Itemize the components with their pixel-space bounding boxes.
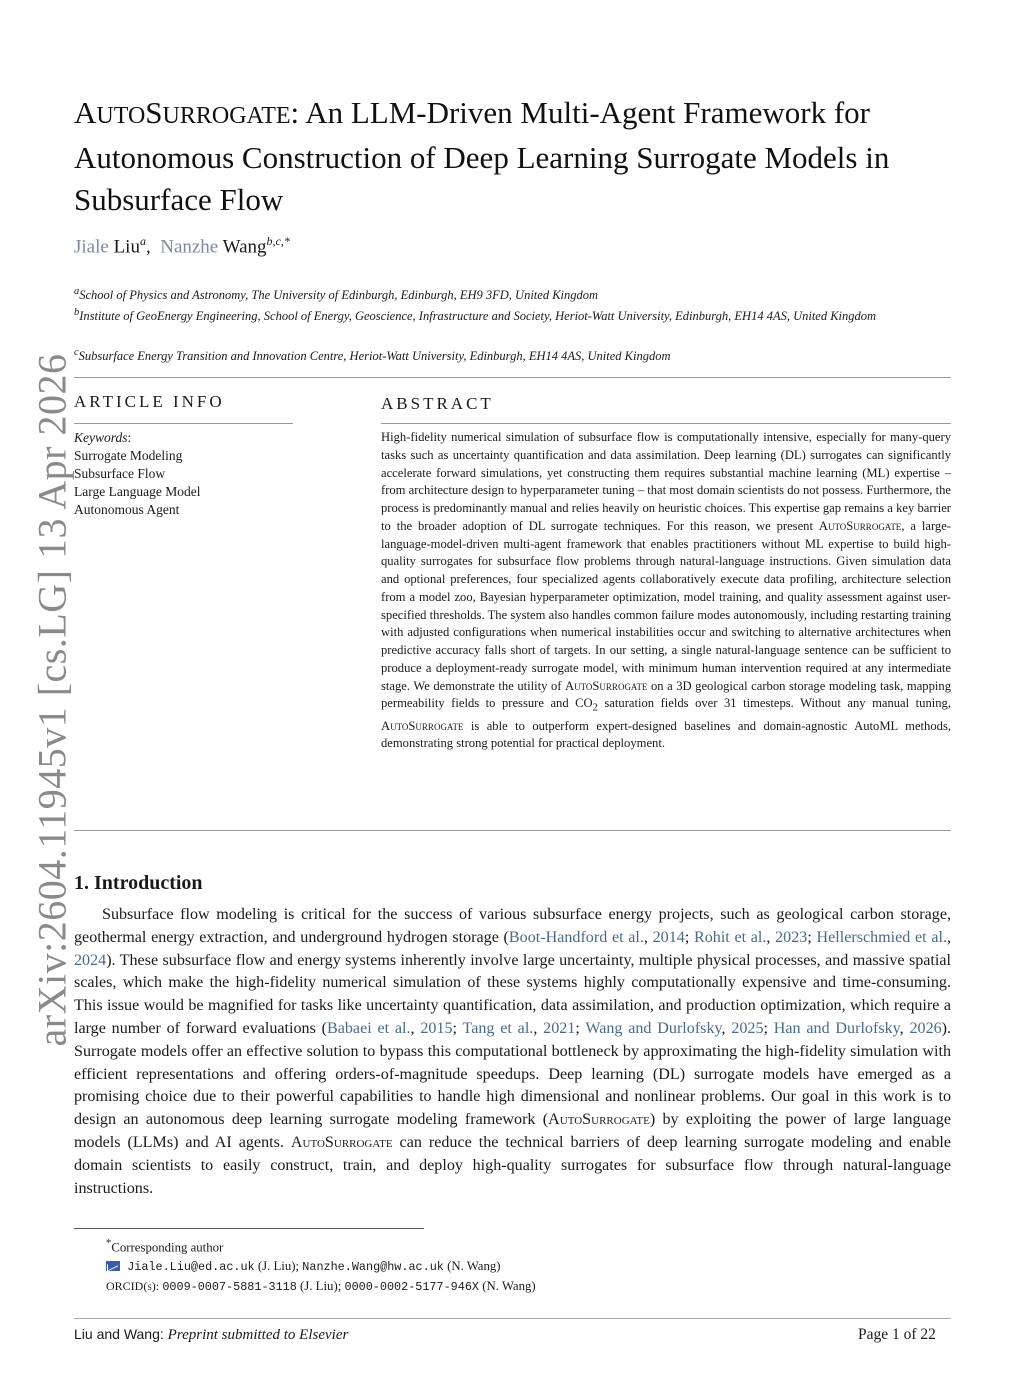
footnotes [106,1234,536,1297]
introduction-text: Subsurface flow modeling is critical for the success of various subsurface energy projects, such as geological carbon storage, geothermal energy extraction, and underground hydrogen storage (Boot-Handford et al., 2014; Rohit et al., 2023; Hellerschmied et al., 2024). These subsurface flow and energy systems inherently involve large uncertainty, multiple physical processes, and massive spatial scales, which make the high-fidelity numerical simulation of these systems highly computationally expensive and time-consuming. This issue would be magnified for tasks like uncertainty quantification, data assimilation, and production optimization, which require a large number of forward evaluations (Babaei et al., 2015; Tang et al., 2021; Wang and Durlofsky, 2025; Han and Durlofsky, 2026). Surrogate models offer an effective solution to bypass this computational bottleneck by approximating the high-fidelity simulation with efficient representations and offering orders-of-magnitude speedups. Deep learning (DL) surrogate models have emerged as a promising choice due to their powerful capabilities to handle high dimensional and nonlinear problems. Our goal in this work is to design an autonomous deep learning surrogate modeling framework (AutoSurrogate) by exploiting the power of large language models (LLMs) and AI agents. AutoSurrogate can reduce the technical barriers of deep learning surrogate modeling and enable domain scientists to easily construct, train, and deploy high-quality surrogates for subsurface flow through natural-language instructions. [74,906,952,1197]
affiliation-c: $^c$Subsurface Energy Transition and Innovation Centre, Heriot-Watt University, Edinburgh, EH14 4AS, United Kingdom [74,347,671,364]
orcid-link[interactable]: 0000-0002-5177-946X [344,1280,479,1295]
citation-link[interactable]: Han and Durlofsky [773,1019,900,1037]
framework-name: AutoSurrogate [290,1133,393,1151]
citation-link[interactable]: Babaei et al. [327,1019,411,1037]
citation-link[interactable]: 2023 [775,928,808,946]
citation-link[interactable]: Tang et al. [462,1019,534,1037]
framework-name: AutoSurrogate [381,718,464,733]
keywords-label: Keywords [74,430,128,445]
framework-name: AutoSurrogate [548,1111,650,1129]
divider [74,830,951,831]
article-info-heading: ARTICLE INFO [74,392,225,411]
citation-link[interactable]: 2014 [652,928,685,946]
footnote-rule [74,1228,424,1229]
divider [381,423,951,424]
orcid-line: ORCID(s): 0009-0007-5881-3118 (J. Liu); 0000-0002-5177-946X (N. Wang) [106,1279,536,1295]
framework-name: AutoSurrogate [565,678,648,693]
citation-link[interactable]: 2025 [731,1019,764,1037]
affiliation-a: $^a$School of Physics and Astronomy, The University of Edinburgh, Edinburgh, EH9 3FD, United Kingdom [74,286,599,303]
section-heading: 1. Introduction [74,872,203,894]
paper-title: AUTOSURROGATE: An LLM-Driven Multi-Agent Framework for Autonomous Construction of Deep Learning Surrogate Models in Subsurface Flow [74,95,890,217]
divider [74,377,951,378]
email-link[interactable]: Jiale.Liu@ed.ac.uk [127,1260,255,1275]
affiliation-b: $^b$Institute of GeoEnergy Engineering, School of Energy, Geoscience, Infrastructure and Society, Heriot-Watt University, Edinburgh, EH14 4AS, United Kingdom [74,307,877,324]
framework-name: AutoSurrogate [818,518,902,533]
citation-link[interactable]: 2024 [74,951,107,969]
citation-link[interactable]: 2015 [420,1019,453,1037]
keyword: Subsurface Flow [74,466,166,481]
keyword: Autonomous Agent [74,502,180,517]
citation-link[interactable]: Hellerschmied et al. [816,928,947,946]
keyword: Surrogate Modeling [74,448,183,463]
running-footer: Liu and Wang: Preprint submitted to Elsevier [74,1326,349,1343]
keyword: Large Language Model [74,484,201,499]
citation-link[interactable]: Wang and Durlofsky [585,1019,722,1037]
divider [74,423,293,424]
citation-link[interactable]: 2026 [909,1019,942,1037]
footer-rule [74,1318,951,1319]
citation-link[interactable]: Boot-Handford et al. [508,928,644,946]
envelope-icon [106,1261,120,1271]
email-line: Jiale.Liu@ed.ac.uk (J. Liu); Nanzhe.Wang@hw.ac.uk (N. Wang) [106,1257,536,1277]
abstract-heading: ABSTRACT [381,394,494,413]
page-number: Page 1 of 22 [858,1326,936,1343]
orcid-link[interactable]: 0009-0007-5881-3118 [162,1280,297,1295]
citation-link[interactable]: Rohit et al. [693,928,767,946]
author-list: Jiale Liu$^a$, Nanzhe Wang$^{b,c,*}$ [74,234,290,258]
arxiv-stamp-text: arXiv:2604.11945v1 [cs.LG] 13 Apr 2026 [29,353,75,1047]
email-link[interactable]: Nanzhe.Wang@hw.ac.uk [302,1260,444,1275]
corresponding-note: *Corresponding author [106,1238,224,1255]
citation-link[interactable]: 2021 [543,1019,576,1037]
abstract-text: High-fidelity numerical simulation of subsurface flow is computationally intensive, especially for many-query tasks such as uncertainty quantification and data assimilation. Deep learning (DL) surrogates can significantly accelerate forward simulations, yet constructing them requires substantial machine learning (ML) expertise – from architecture design to hyperparameter tuning – that most domain scientists do not possess. Furthermore, the process is predominantly manual and relies heavily on heuristic choices. This expertise gap remains a key barrier to the broader adoption of DL surrogate techniques. For this reason, we present AutoSurrogate, a large-language-model-driven multi-agent framework that enables practitioners without ML expertise to build high-quality surrogates for subsurface flow problems through natural-language instructions. Given simulation data and optional preferences, four specialized agents collaboratively execute data profiling, architecture selection from a model zoo, Bayesian hyperparameter optimization, model training, and quality assessment against user-specified thresholds. The system also handles common failure modes autonomously, including restarting training with adjusted configurations when numerical instabilities occur and switching to alternative architectures when predictive accuracy falls short of targets. In our setting, a single natural-language sentence can be sufficient to produce a deployment-ready surrogate model, with minimum human intervention required at any intermediate stage. We demonstrate the utility of AutoSurrogate on a 3D geological carbon storage modeling task, mapping permeability fields to pressure and $CO_2$ saturation fields over 31 timesteps. Without any manual tuning, AutoSurrogate is able to outperform expert-designed baselines and domain-agnostic AutoML methods, demonstrating strong potential for practical deployment. [381,430,951,751]
keywords-block: Keywords: Surrogate Modeling Subsurface Flow Large Language Model Autonomous Agent [74,430,201,517]
